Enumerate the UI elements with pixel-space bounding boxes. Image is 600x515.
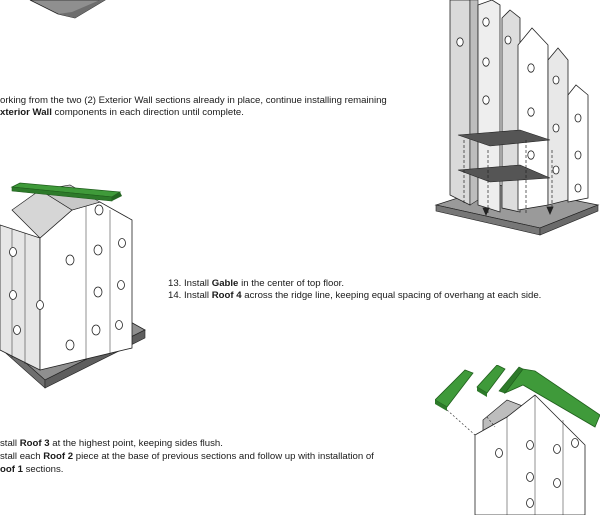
house-left-wall [0,225,40,370]
roof3-suffix: at the highest point, keeping sides flush. [49,438,223,449]
roof2-bold: Roof 2 [43,451,74,462]
step-14-instruction [168,290,541,302]
roof3-bold: Roof 3 [19,438,50,449]
step-13-suffix: in the center of top floor. [238,278,345,289]
step-13-prefix: 13. Install [168,278,212,289]
exterior-wall-rest: components in each direction until complete. [51,107,244,118]
exterior-wall-text: orking from the two (2) Exterior Wall sections already in place, continue installing remaining [0,95,387,106]
exterior-walls-illustration [430,0,600,240]
wall-panel-4 [518,28,548,210]
exterior-wall-bold: xterior Wall [0,107,52,118]
roof2-instruction-line2 [0,464,63,476]
roof3-prefix: stall [0,438,20,449]
exterior-wall-instruction-line2 [0,107,244,119]
roof2-instruction-line1 [0,451,374,463]
step-14-suffix: across the ridge line, keeping equal spacing of overhang at each side. [241,290,542,301]
wall-panel-1 [450,0,470,205]
step-14-prefix: 14. Install [168,290,212,301]
roof3-instruction [0,438,223,450]
roof2-suffix: piece at the base of previous sections and follow up with installation of [73,451,374,462]
step-13-instruction [168,278,344,290]
base-fragment-illustration [0,0,110,22]
exterior-wall-instruction-line1 [0,95,387,107]
roof2-prefix: stall each [0,451,44,462]
roof1-suffix: sections. [22,464,64,475]
roof1-bold: oof 1 [0,464,23,475]
step-14-bold: Roof 4 [211,290,242,301]
roof-piece-left-1 [435,370,473,407]
gable-roof4-illustration [0,180,150,395]
roof-sections-illustration [435,365,600,515]
step-13-bold: Gable [211,278,239,289]
